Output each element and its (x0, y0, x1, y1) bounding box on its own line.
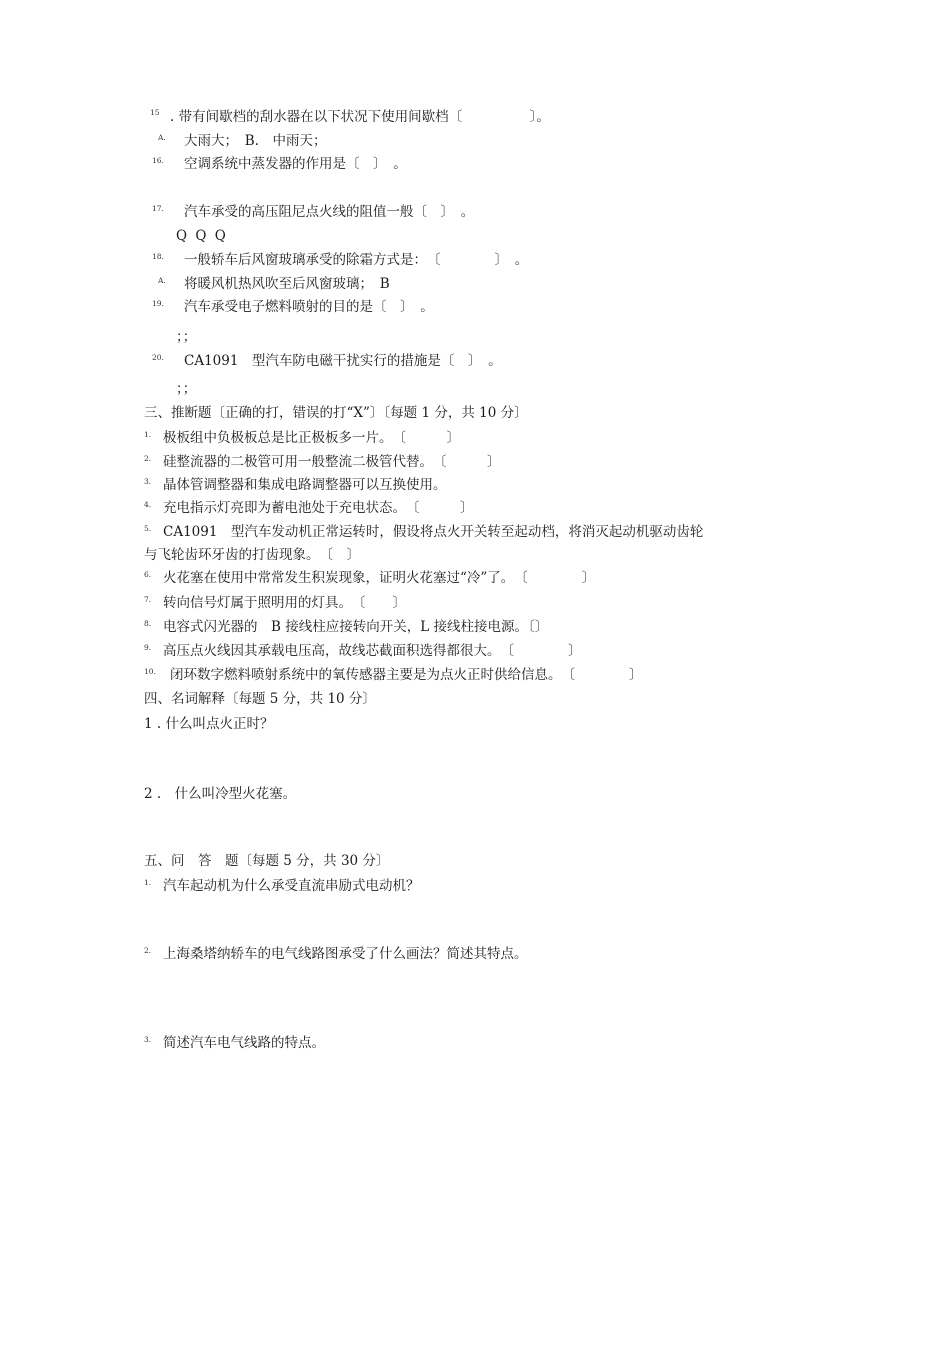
qa-number: 3. (144, 1035, 152, 1044)
qa-question: 上海桑塔纳轿车的电气线路图承受了什么画法？简述其特点。 (163, 946, 528, 962)
section-3-title: 三、推断题〔正确的打，错误的打“X”〕〔每题 1 分，共 10 分〕 (144, 405, 528, 421)
definition-question: 1 . 什么叫点火正时？ (144, 716, 274, 732)
q19-number: 19. (152, 299, 164, 308)
section-5-title: 五、问 答 题〔每题 5 分，共 30 分〕 (144, 853, 390, 869)
q16-text: 空调系统中蒸发器的作用是〔 〕 。 (184, 156, 407, 172)
tf-item: 极板组中负极板总是比正极板多一片。 〔 〕 (163, 430, 460, 446)
q18-text: 一般轿车后风窗玻璃承受的除霜方式是： 〔 〕 。 (184, 252, 529, 268)
definition-question: 2 . 什么叫冷型火花塞。 (144, 786, 297, 802)
tf-item: 硅整流器的二极管可用一般整流二极管代替。 〔 〕 (163, 454, 501, 470)
q18-number: 18. (152, 252, 164, 261)
q19-text: 汽车承受电子燃料喷射的目的是〔 〕 。 (184, 299, 434, 315)
tf-number: 8. (144, 619, 152, 628)
qa-number: 1. (144, 878, 152, 887)
tf-item: 火花塞在使用中常常发生积炭现象，证明火花塞过“冷”了。 〔 〕 (163, 570, 596, 586)
q18-option-marker: A. (158, 276, 166, 285)
q17-number: 17. (152, 204, 164, 213)
tf-item: 转向信号灯属于照明用的灯具。 〔 〕 (163, 595, 406, 611)
tf-item: 晶体管调整器和集成电路调整器可以互换使用。 (163, 477, 447, 493)
tf-number: 7. (144, 595, 152, 604)
tf-item: 电容式闪光器的 B 接线柱应接转向开关，L 接线柱接电源。〔〕 (163, 619, 549, 635)
qa-question: 汽车起动机为什么承受直流串励式电动机？ (163, 878, 420, 894)
tf-number: 3. (144, 477, 152, 486)
q20-options: ；； (176, 381, 197, 397)
tf-item: 闭环数字燃料喷射系统中的氧传感器主要是为点火正时供给信息。 〔 〕 (170, 667, 643, 683)
q16-number: 16. (152, 156, 164, 165)
tf-number: 6. (144, 570, 152, 579)
tf-item: CA1091 型汽车发动机正常运转时，假设将点火开关转至起动档，将消灭起动机驱动齿轮 (163, 524, 704, 540)
tf-item: 高压点火线因其承载电压高，故线芯截面积选得都很大。 〔 〕 (163, 643, 582, 659)
q15-options: 大雨大； B. 中雨天； (184, 133, 327, 149)
tf-number: 10. (144, 667, 156, 676)
tf-item: 充电指示灯亮即为蓄电池处于充电状态。 〔 〕 (163, 500, 474, 516)
tf-number: 5. (144, 524, 152, 533)
q20-number: 20. (152, 353, 164, 362)
tf-number: 2. (144, 454, 152, 463)
tf-number: 9. (144, 643, 152, 652)
tf-item-continued: 与飞轮齿环牙齿的打齿现象。 〔 〕 (144, 547, 360, 563)
tf-number: 1. (144, 430, 152, 439)
q15-text: . 带有间歇档的刮水器在以下状况下使用间歇档〔 〕。 (170, 109, 550, 125)
q18-options: 将暖风机热风吹至后风窗玻璃； B (184, 276, 390, 292)
section-4-title: 四、名词解释〔每题 5 分，共 10 分〕 (144, 691, 376, 707)
q19-options: ；； (176, 329, 197, 345)
tf-number: 4. (144, 500, 152, 509)
q17-text: 汽车承受的高压阻尼点火线的阻值一般〔 〕 。 (184, 204, 475, 220)
q17-options: Q Q Q (176, 228, 228, 244)
qa-question: 简述汽车电气线路的特点。 (163, 1035, 325, 1051)
q20-text: CA1091 型汽车防电磁干扰实行的措施是〔 〕 。 (184, 353, 502, 369)
q15-option-marker: A. (158, 133, 166, 142)
qa-number: 2. (144, 946, 152, 955)
q15-number: 15 (150, 108, 160, 117)
